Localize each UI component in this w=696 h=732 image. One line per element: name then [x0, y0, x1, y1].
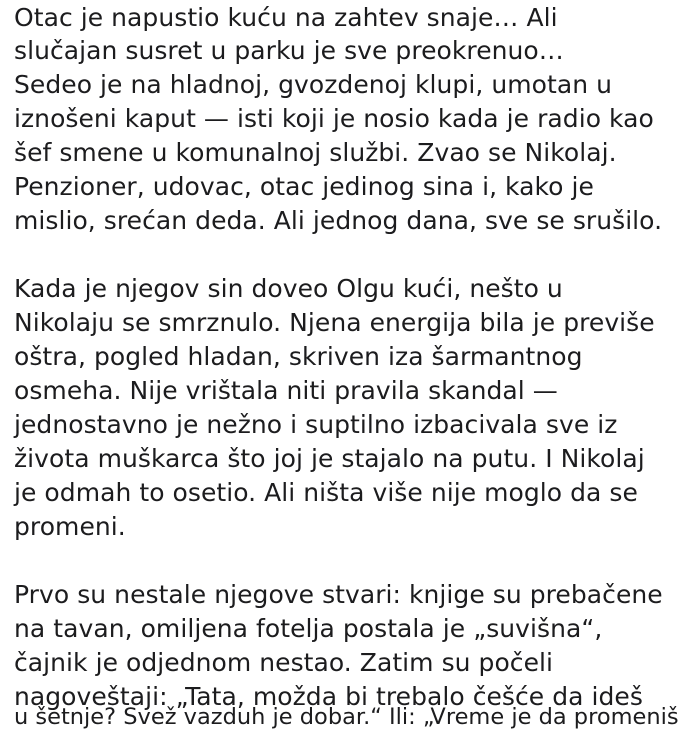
paragraph-2-line-7: je odmah to osetio. Ali ništa više nije moglo da se — [14, 478, 638, 507]
paragraph-3-line-4: nagoveštaji: „Tata, možda bi trebalo češće da ideš — [14, 682, 643, 711]
paragraph-1-line-7: mislio, srećan deda. Ali jednog dana, sve se srušilo. — [14, 206, 663, 235]
paragraph-1-line-5: šef smene u komunalnoj službi. Zvao se Nikolaj. — [14, 138, 617, 167]
cut-off-line: u šetnje? Svež vazduh je dobar.“ Ili: „Vreme je da promeniš — [14, 704, 679, 730]
paragraph-2-line-8: promeni. — [14, 512, 126, 541]
paragraph-2-line-3: oštra, pogled hladan, skriven iza šarmantnog — [14, 342, 583, 371]
paragraph-3-line-1: Prvo su nestale njegove stvari: knjige su prebačene — [14, 580, 663, 609]
paragraph-2-line-2: Nikolaju se smrznulo. Njena energija bila je previše — [14, 308, 655, 337]
paragraph-3-line-3: čajnik je odjednom nestao. Zatim su počeli — [14, 648, 554, 677]
paragraph-1-line-2: slučajan susret u parku je sve preokrenuo… — [14, 36, 564, 65]
paragraph-2-line-6: života muškarca što joj je stajalo na putu. I Nikolaj — [14, 444, 645, 473]
paragraph-2-line-4: osmeha. Nije vrištala niti pravila skandal — — [14, 376, 558, 405]
paragraph-1-line-4: iznošeni kaput — isti koji je nosio kada je radio kao — [14, 104, 654, 133]
paragraph-2-line-5: jednostavno je nežno i suptilno izbacivala sve iz — [14, 410, 618, 439]
paragraph-2-line-1: Kada je njegov sin doveo Olgu kući, nešto u — [14, 274, 563, 303]
paragraph-1-line-6: Penzioner, udovac, otac jedinog sina i, kako je — [14, 172, 594, 201]
paragraph-1-line-3: Sedeo je na hladnoj, gvozdenoj klupi, umotan u — [14, 70, 612, 99]
paragraph-3-line-2: na tavan, omiljena fotelja postala je „suvišna“, — [14, 614, 603, 643]
paragraph-1-line-1: Otac je napustio kuću na zahtev snaje… Ali — [14, 3, 558, 32]
